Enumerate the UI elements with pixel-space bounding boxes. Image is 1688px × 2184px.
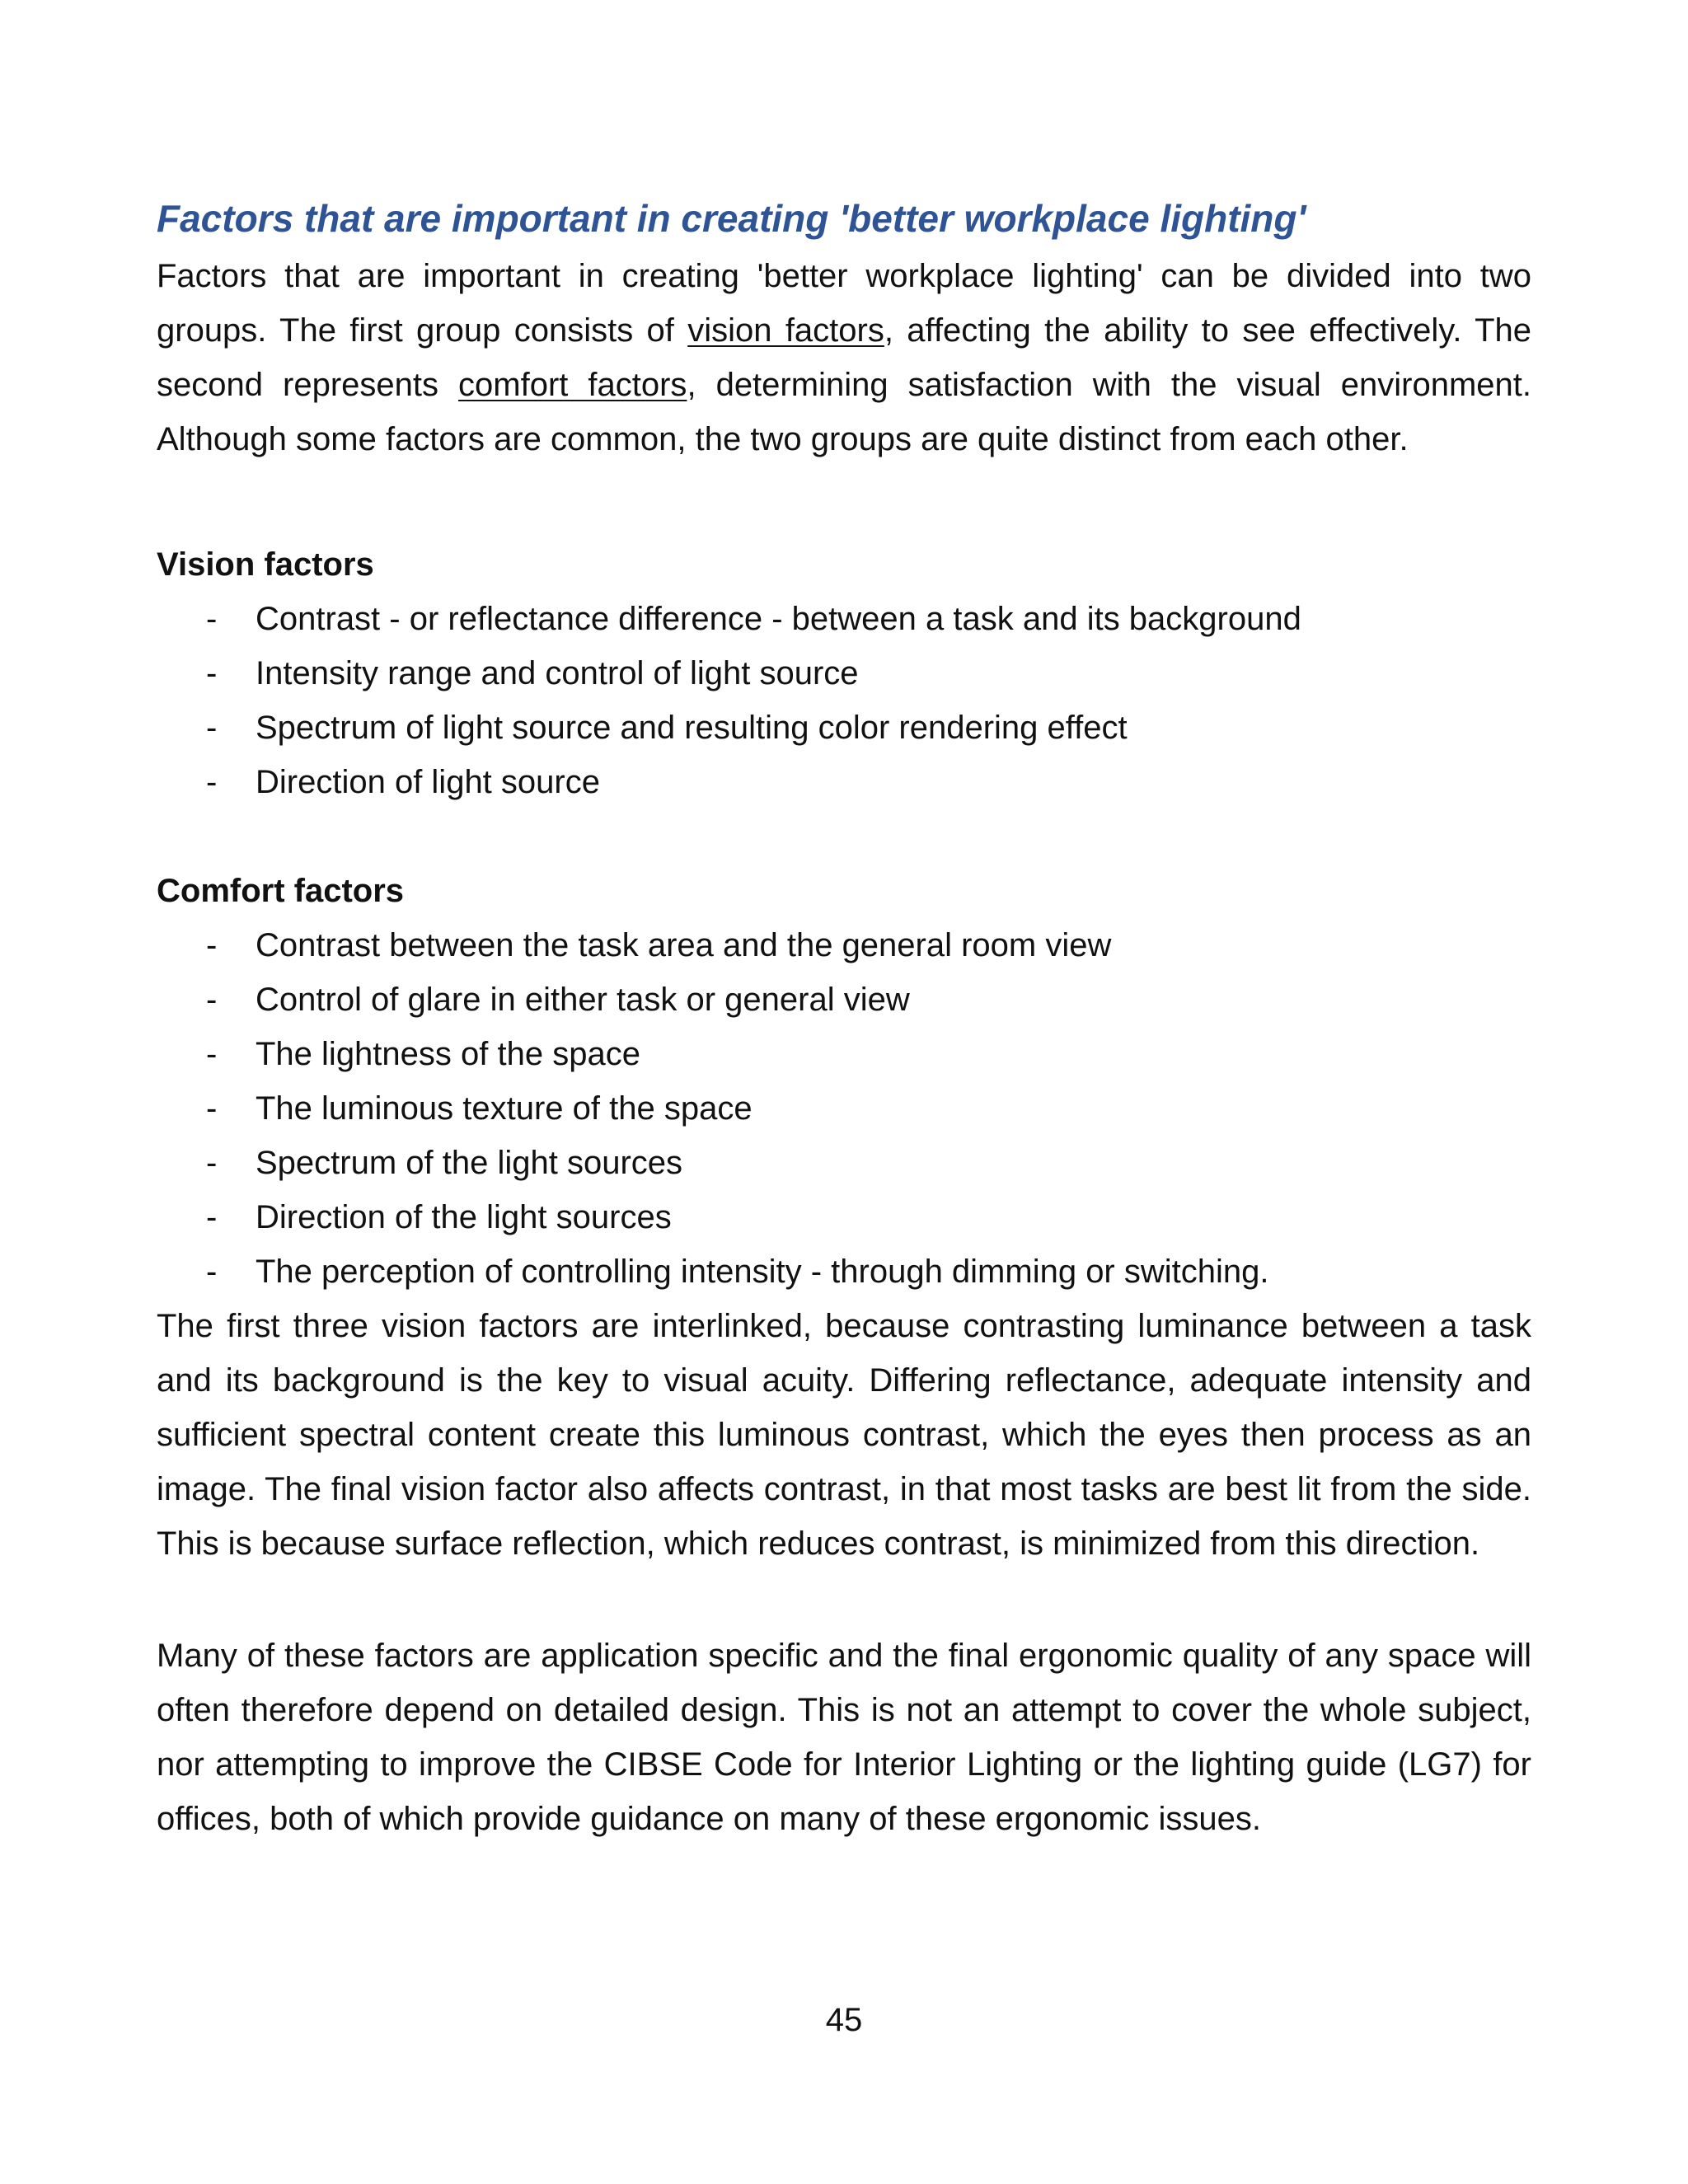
page-number: 45 (825, 2002, 863, 2038)
intro-text-2: , affecting the ability to see effectively. The second represents (157, 312, 1531, 403)
comfort-factors-section (157, 864, 1531, 1299)
document-page (157, 194, 1531, 1846)
list-item-text: Contrast between the task area and the general room view (256, 927, 1112, 963)
list-item-text: Spectrum of the light sources (256, 1145, 683, 1181)
list-item (157, 701, 1531, 755)
intro-paragraph (157, 249, 1531, 537)
dash-marker: - (206, 927, 218, 963)
list-item (157, 1081, 1531, 1136)
list-item (157, 1190, 1531, 1244)
application-specific-paragraph: Many of these factors are application specific and the final ergonomic quality of any space will often therefore depend on detailed design. This is not an attempt to cover the whole subject, nor attempting to improve the CIBSE Code for Interior Lighting or the lighting guide (LG7) for offices, both of which provide guidance on many of these ergonomic issues. (157, 1638, 1531, 1837)
intro-text-3: , determining satisfaction with the visual environment. Although some factors are common, the two groups are quite distinct from each other. (157, 367, 1531, 457)
comfort-factors-title: Comfort factors (157, 873, 405, 909)
vision-factors-list (157, 592, 1531, 809)
list-item-text: Spectrum of light source and resulting color rendering effect (256, 710, 1128, 746)
list-item (157, 592, 1531, 646)
dash-marker: - (206, 710, 218, 746)
interlinked-factors-paragraph: The first three vision factors are interlinked, because contrasting luminance between a task and its background is the key to visual acuity. Differing reflectance, adequate intensity and sufficient spectral content create this luminous contrast, which the eyes then process as an image. The final vision factor also affects contrast, in that most tasks are best lit from the side. This is because surface reflection, which reduces contrast, is minimized from this direction. (157, 1308, 1531, 1562)
list-item (157, 1136, 1531, 1190)
dash-marker: - (206, 655, 218, 691)
vision-factors-underlined: vision factors (687, 312, 884, 349)
comfort-factors-underlined: comfort factors (458, 367, 687, 403)
comfort-factors-list (157, 918, 1531, 1299)
intro-text-1: Factors that are important in creating 'better workplace lighting' can be divided into two groups. The first group consists of (157, 258, 1531, 349)
list-item (157, 1027, 1531, 1081)
list-item-text: Intensity range and control of light source (256, 655, 859, 691)
vision-factors-section (157, 537, 1531, 809)
list-item-text: The lightness of the space (256, 1036, 640, 1072)
list-item (157, 918, 1531, 972)
dash-marker: - (206, 1036, 218, 1072)
list-item (157, 646, 1531, 701)
list-item-text: Contrast - or reflectance difference - between a task and its background (256, 601, 1301, 637)
list-item-text: The luminous texture of the space (256, 1090, 753, 1127)
list-item-text: Direction of the light sources (256, 1199, 672, 1235)
section-heading: Factors that are important in creating 'better workplace lighting' (157, 197, 1306, 240)
dash-marker: - (206, 764, 218, 800)
dash-marker: - (206, 1254, 218, 1290)
list-item (157, 972, 1531, 1027)
vision-factors-title: Vision factors (157, 546, 374, 583)
dash-marker: - (206, 1090, 218, 1127)
dash-marker: - (206, 982, 218, 1018)
dash-marker: - (206, 601, 218, 637)
list-item (157, 755, 1531, 809)
list-item-text: Control of glare in either task or general view (256, 982, 910, 1018)
list-item (157, 1244, 1531, 1299)
list-item-text: Direction of light source (256, 764, 600, 800)
dash-marker: - (206, 1199, 218, 1235)
list-item-text: The perception of controlling intensity - through dimming or switching. (256, 1254, 1269, 1290)
dash-marker: - (206, 1145, 218, 1181)
